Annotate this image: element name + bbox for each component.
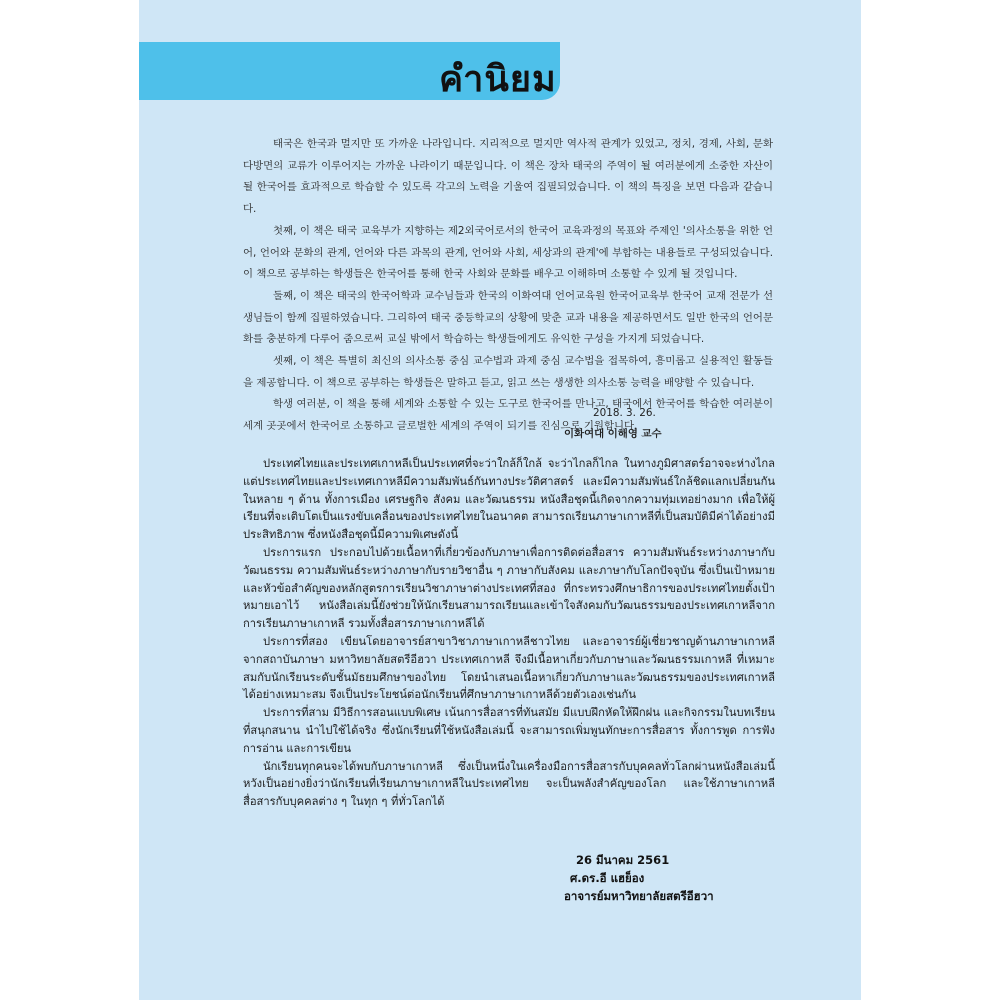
page-title: คำนิยม bbox=[439, 59, 557, 100]
thai-paragraph: ประการที่สอง เขียนโดยอาจารย์สาขาวิชาภาษาเกาหลีชาวไทย และอาจารย์ผู้เชี่ยวชาญด้านภาษาเกาหลีจากสถาบันภาษา มหาวิทยาลัยสตรีอีฮวา ประเทศเกาหลี จึงมีเนื้อหาเกี่ยวกับภาษาและวัฒนธรรมเกาหลี ที่เหมาะสมกับนักเรียนระดับชั้นมัธยมศึกษาของไทย โดยนำเสนอเนื้อหาเกี่ยวกับภาษาและวัฒนธรรมของประเทศเกาหลีได้อย่างเหมาะสม จึงเป็นประโยชน์ต่อนักเรียนที่ศึกษาภาษาเกาหลีด้วยตัวเองเช่นกัน bbox=[243, 634, 775, 702]
thai-paragraph: ประการแรก ประกอบไปด้วยเนื้อหาที่เกี่ยวข้องกับภาษาเพื่อการติดต่อสื่อสาร ความสัมพันธ์ระหว่างภาษากับวัฒนธรรม ความสัมพันธ์ระหว่างภาษากับรายวิชาอื่น ๆ ภาษากับสังคม และภาษากับโลกปัจจุบัน ซึ่งเป็นเป้าหมายและหัวข้อสำคัญของหลักสูตรการเรียนวิชาภาษาต่างประเทศที่สอง ที่กระทรวงศึกษาธิการของประเทศไทยตั้งเป้าหมายเอาไว้ หนังสือเล่มนี้ยังช่วยให้นักเรียนสามารถเรียนและเข้าใจสังคมกับวัฒนธรรมของประเทศเกาหลีจากการเรียนภาษาเกาหลี รวมทั้งสื่อสารภาษาเกาหลีได้ bbox=[243, 545, 775, 631]
korean-paragraph: 학생 여러분, 이 책을 통해 세계와 소통할 수 있는 도구로 한국어를 만나고, 태국에서 한국어를 학습한 여러분이 세계 곳곳에서 한국어로 소통하고 글로벌한 세계의 주역이 되기를 진심으로 기원합니다. bbox=[243, 398, 773, 433]
korean-paragraph: 셋째, 이 책은 특별히 최신의 의사소통 중심 교수법과 과제 중심 교수법을 접목하여, 흥미롭고 실용적인 활동들을 제공합니다. 이 책으로 공부하는 학생들은 말하고 듣고, 읽고 쓰는 생생한 의사소통 능력을 배양할 수 있습니다. bbox=[243, 355, 773, 389]
thai-signature-name: ศ.ดร.อี แฮย็อง bbox=[570, 871, 645, 885]
title-banner bbox=[139, 42, 560, 100]
thai-signature-date: 26 มีนาคม 2561 bbox=[576, 853, 670, 867]
thai-signature bbox=[564, 851, 714, 905]
korean-paragraph: 둘째, 이 책은 태국의 한국어학과 교수님들과 한국의 이화여대 언어교육원 한국어교육부 한국어 교재 전문가 선생님들이 함께 집필하였습니다. 그리하여 태국 중등학교의 상황에 맞춘 교과 내용을 제공하면서도 일반 한국의 언어문화를 충분하게 다루어 줌으로써 교실 밖에서 학습하는 학생들에게도 유익한 구성을 가지게 되었습니다. bbox=[243, 289, 773, 346]
korean-paragraph: 태국은 한국과 멀지만 또 가까운 나라입니다. 지리적으로 멀지만 역사적 관계가 있었고, 정치, 경제, 사회, 문화 다방면의 교류가 이루어지는 가까운 나라이기 때문입니다. 이 책은 장차 태국의 주역이 될 여러분에게 소중한 자산이 될 한국어를 효과적으로 학습할 수 있도록 각고의 노력을 기울여 집필되었습니다. 이 책의 특징을 보면 다음과 같습니다. bbox=[243, 138, 773, 216]
thai-paragraph: ประการที่สาม มีวิธีการสอนแบบพิเศษ เน้นการสื่อสารที่ทันสมัย มีแบบฝึกหัดให้ฝึกฝน และกิจกรรมในบทเรียนที่สนุกสนาน นำไปใช้ได้จริง ซึ่งนักเรียนที่ใช้หนังสือเล่มนี้ จะสามารถเพิ่มพูนทักษะการสื่อสาร ทั้งการพูด การฟัง การอ่าน และการเขียน bbox=[243, 706, 775, 755]
korean-signature bbox=[564, 403, 662, 445]
thai-paragraph: นักเรียนทุกคนจะได้พบกับภาษาเกาหลี ซึ่งเป็นหนึ่งในเครื่องมือการสื่อสารกับบุคคลทั่วโลกผ่านหนังสือเล่มนี้ หวังเป็นอย่างยิ่งว่านักเรียนที่เรียนภาษาเกาหลีในประเทศไทย จะเป็นพลังสำคัญของโลก และใช้ภาษาเกาหลีสื่อสารกับบุคคลต่าง ๆ ในทุก ๆ ที่ทั่วโลกได้ bbox=[243, 759, 775, 809]
korean-paragraph: 첫째, 이 책은 태국 교육부가 지향하는 제2외국어로서의 한국어 교육과정의 목표와 주제인 '의사소통을 위한 언어, 언어와 문화의 관계, 언어와 다른 과목의 관계, 언어와 사회, 세상과의 관계'에 부합하는 내용들로 구성되었습니다. 이 책으로 공부하는 학생들은 한국어를 통해 한국 사회와 문화를 배우고 이해하며 소통할 수 있게 될 것입니다. bbox=[243, 224, 773, 281]
korean-signature-date: 2018. 3. 26. bbox=[593, 407, 656, 419]
korean-signature-name: 이화여대 이해영 교수 bbox=[564, 428, 662, 440]
thai-signature-affiliation: อาจารย์มหาวิทยาลัยสตรีอีฮวา bbox=[564, 889, 714, 903]
thai-paragraph: ประเทศไทยและประเทศเกาหลีเป็นประเทศที่จะว่าใกล้ก็ใกล้ จะว่าไกลก็ไกล ในทางภูมิศาสตร์อาจจะห่างไกล แต่ประเทศไทยและประเทศเกาหลีมีความสัมพันธ์กันทางประวัติศาสตร์ และมีความสัมพันธ์ใกล้ชิดแลกเปลี่ยนกันในหลาย ๆ ด้าน ทั้งการเมือง เศรษฐกิจ สังคม และวัฒนธรรม หนังสือชุดนี้เกิดจากความทุ่มเทอย่างมาก เพื่อให้ผู้เรียนที่จะเติบโตเป็นแรงขับเคลื่อนของประเทศไทยในอนาคต สามารถเรียนภาษาเกาหลีที่เป็นสมบัติมีค่าได้อย่างมีประสิทธิภาพ ซึ่งหนังสือชุดนี้มีความพิเศษดังนี้ bbox=[243, 457, 775, 542]
thai-foreword bbox=[243, 455, 775, 811]
korean-foreword bbox=[243, 134, 773, 438]
